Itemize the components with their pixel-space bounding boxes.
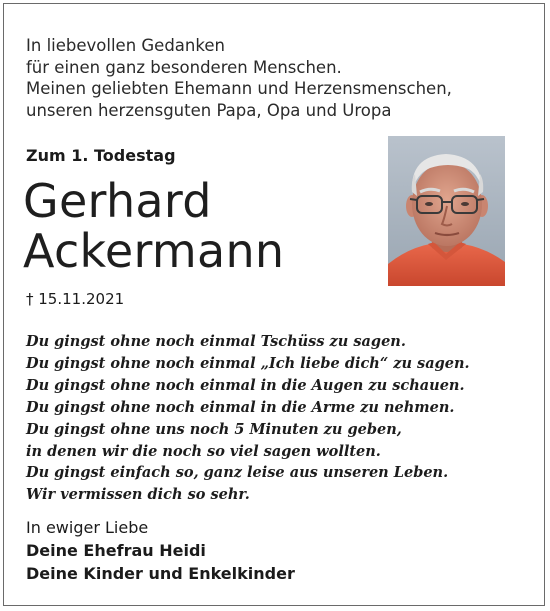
poem-line: Wir vermissen dich so sehr. — [26, 486, 250, 504]
deceased-name — [23, 176, 284, 276]
poem-line: Du gingst ohne noch einmal in die Arme zu nehmen. — [26, 398, 455, 416]
poem-line: in denen wir die noch so viel sagen wollten. — [26, 442, 381, 460]
poem-line: Du gingst ohne uns noch 5 Minuten zu geben, — [26, 420, 402, 438]
intro-line: für einen ganz besonderen Menschen. — [26, 57, 342, 77]
poem — [26, 331, 470, 506]
poem-line: Du gingst ohne noch einmal Tschüss zu sagen. — [26, 333, 406, 350]
first-name: Gerhard — [23, 174, 212, 228]
poem-line: Du gingst einfach so, ganz leise aus unseren Leben. — [26, 464, 449, 482]
last-name: Ackermann — [23, 224, 285, 278]
poem-line: Du gingst ohne noch einmal in die Augen zu schauen. — [26, 376, 465, 394]
signer-family: Deine Kinder und Enkelkinder — [26, 564, 295, 583]
portrait-photo — [388, 136, 505, 286]
closing-block — [26, 516, 295, 585]
signer-spouse: Deine Ehefrau Heidi — [26, 541, 206, 560]
death-date: † 15.11.2021 — [26, 290, 125, 308]
intro-line: unseren herzensguten Papa, Opa und Uropa — [26, 100, 392, 120]
closing-phrase: In ewiger Liebe — [26, 518, 149, 537]
intro-line: Meinen geliebten Ehemann und Herzensmenschen, — [26, 79, 452, 98]
intro-text — [26, 35, 452, 121]
intro-line: In liebevollen Gedanken — [26, 36, 225, 55]
poem-line: Du gingst ohne noch einmal „Ich liebe dich“ zu sagen. — [26, 354, 470, 372]
occasion-heading: Zum 1. Todestag — [26, 146, 176, 165]
